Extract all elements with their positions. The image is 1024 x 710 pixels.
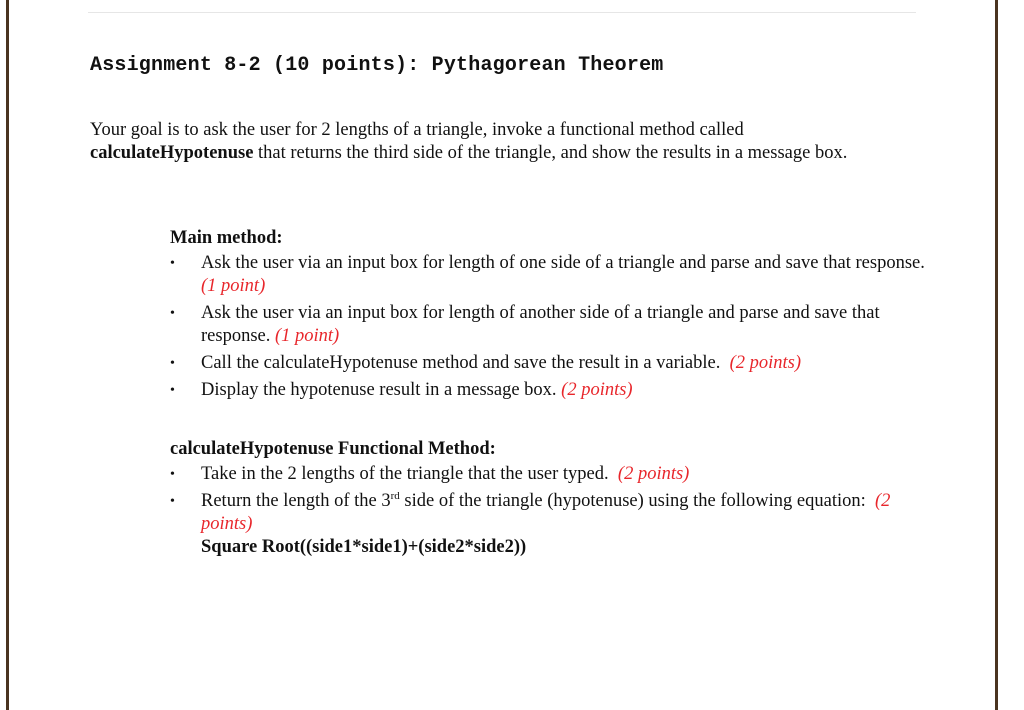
intro-text-1: Your goal is to ask the user for 2 lengths of a triangle, invoke a functional method called bbox=[90, 120, 744, 140]
item-text: Ask the user via an input box for length of one side of a triangle and parse and save that response. bbox=[201, 253, 925, 273]
intro-paragraph bbox=[90, 119, 910, 165]
list-item bbox=[170, 302, 930, 348]
bullet: • bbox=[170, 467, 175, 482]
item-text-before: Return the length of the 3 bbox=[201, 491, 391, 511]
main-method-list bbox=[170, 252, 930, 402]
list-item bbox=[170, 252, 930, 298]
list-item bbox=[170, 379, 930, 402]
item-text-after: side of the triangle (hypotenuse) using the following equation: bbox=[399, 491, 866, 511]
bullet: • bbox=[170, 494, 175, 509]
bullet: • bbox=[170, 306, 175, 321]
points-label: (2 points) bbox=[729, 353, 802, 373]
calc-method-heading: calculateHypotenuse Functional Method: bbox=[170, 439, 496, 459]
item-text: Ask the user via an input box for length of another side of a triangle and parse and save that response. bbox=[201, 303, 880, 346]
bullet: • bbox=[170, 256, 175, 271]
ordinal-suffix: rd bbox=[390, 489, 400, 502]
left-border bbox=[6, 0, 9, 710]
list-item bbox=[170, 490, 930, 559]
item-text: Take in the 2 lengths of the triangle that the user typed. bbox=[201, 464, 609, 484]
item-text: Display the hypotenuse result in a message box. bbox=[201, 380, 557, 400]
points-label: (2 points) bbox=[617, 464, 690, 484]
right-border bbox=[995, 0, 998, 710]
item-text: Call the calculateHypotenuse method and save the result in a variable. bbox=[201, 353, 721, 373]
top-rule bbox=[88, 12, 916, 13]
intro-method-name: calculateHypotenuse bbox=[90, 143, 254, 163]
calc-method-list bbox=[170, 463, 930, 559]
list-item bbox=[170, 352, 930, 375]
points-label: (1 point) bbox=[201, 276, 266, 296]
points-label: (2 points) bbox=[201, 491, 891, 534]
assignment-title: Assignment 8-2 (10 points): Pythagorean Theorem bbox=[90, 54, 664, 77]
points-label: (2 points) bbox=[561, 380, 633, 400]
list-item bbox=[170, 463, 930, 486]
intro-text-2: that returns the third side of the triangle, and show the results in a message box. bbox=[253, 143, 848, 163]
points-label: (1 point) bbox=[274, 326, 340, 346]
main-method-heading: Main method: bbox=[170, 228, 283, 248]
bullet: • bbox=[170, 356, 175, 371]
main-method-section bbox=[170, 227, 930, 406]
calculate-hypotenuse-section bbox=[170, 438, 930, 563]
hypotenuse-formula: Square Root((side1*side1)+(side2*side2)) bbox=[201, 537, 527, 557]
bullet: • bbox=[170, 383, 175, 398]
